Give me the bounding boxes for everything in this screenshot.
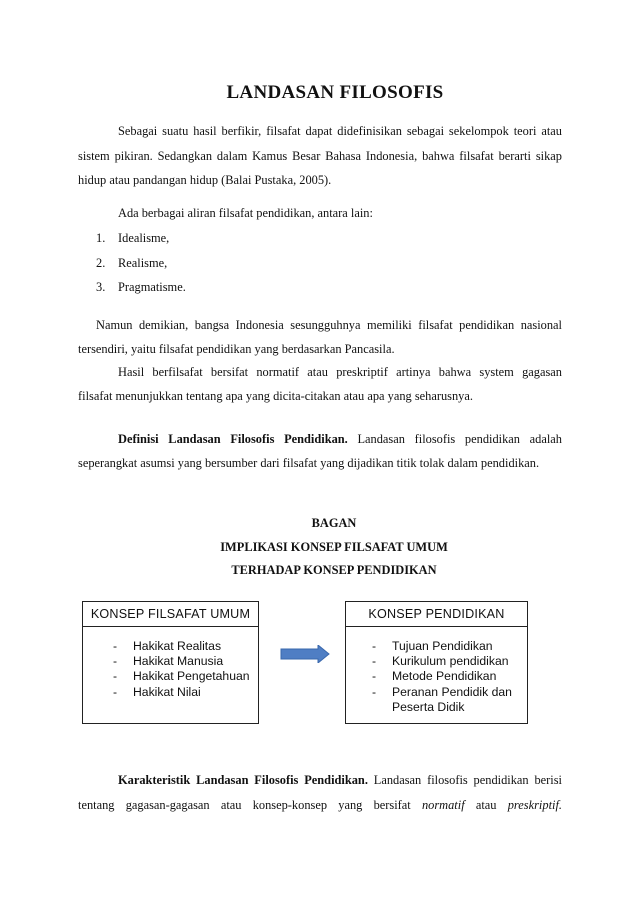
paragraph-definition [78, 119, 562, 168]
list-item: - Tujuan Pendidikan [372, 639, 493, 653]
list-item: - Peranan Pendidik dan [372, 684, 512, 699]
page-title: LANDASAN FILOSOFIS [226, 82, 444, 103]
paragraph-namun-end [78, 337, 562, 362]
paragraph-line: tersendiri, yaitu filsafat pendidikan yang berdasarkan Pancasila. [78, 342, 395, 356]
aliran-list [96, 226, 186, 300]
list-item: - Hakikat Manusia [113, 654, 224, 669]
definisi-heading: Definisi Landasan Filosofis Pendidikan. [118, 432, 348, 446]
paragraph-karakteristik: Karakteristik Landasan Filosofis Pendidikan. Landasan filosofis pendidikan berisi [118, 773, 562, 787]
bagan-title-line1: IMPLIKASI KONSEP FILSAFAT UMUM [220, 540, 448, 554]
paragraph-definisi-landasan-end [78, 451, 562, 476]
list-item: - Metode Pendidikan [372, 669, 497, 684]
paragraph-line: Hasil berfilsafat bersifat normatif atau preskriptif artinya bahwa system gagasan [118, 365, 562, 379]
paragraph-namun [78, 313, 562, 338]
box-list [346, 627, 527, 715]
paragraph-line: Ada berbagai aliran filsafat pendidikan, antara lain: [118, 206, 373, 220]
list-item: 2. Realisme, [96, 255, 168, 270]
paragraph-line: filsafat menunjukkan tentang apa yang dicita-citakan atau apa yang seharusnya. [78, 389, 473, 403]
box-list [83, 627, 258, 700]
list-item: 1. Idealisme, [96, 231, 170, 245]
paragraph-hasil [78, 360, 562, 385]
normatif-term: normatif [421, 798, 465, 812]
paragraph-line: sistem pikiran. Sedangkan dalam Kamus Besar Bahasa Indonesia, bahwa filsafat berarti sikap [78, 148, 562, 163]
konsep-filsafat-umum-box [82, 601, 259, 724]
preskriptif-term: preskriptif. [507, 798, 562, 812]
list-item: - Hakikat Nilai [113, 684, 201, 699]
paragraph-hasil-end [78, 384, 562, 409]
box-heading: KONSEP FILSAFAT UMUM [83, 602, 258, 627]
list-item: - Kurikulum pendidikan [372, 654, 509, 669]
paragraph-line: hidup atau pandangan hidup (Balai Pustaka, 2005). [78, 173, 332, 187]
list-item: Peserta Didik [392, 699, 465, 714]
paragraph-definition-end [78, 168, 562, 193]
paragraph-karakteristik-line2: tentang gagasan-gagasan atau konsep-konsep yang bersifat normatif atau preskriptif. [78, 798, 562, 812]
paragraph-line: seperangkat asumsi yang bersumber dari filsafat yang dijadikan titik tolak dalam pendidikan. [78, 456, 540, 470]
paragraph-aliran-intro [78, 201, 562, 226]
box-heading: KONSEP PENDIDIKAN [346, 602, 527, 627]
arrow-right-icon [280, 645, 330, 663]
paragraph-definisi-landasan: Definisi Landasan Filosofis Pendidikan. Landasan filosofis pendidikan adalah [118, 432, 562, 446]
list-item: - Hakikat Pengetahuan [113, 669, 250, 684]
bagan-title-line2: TERHADAP KONSEP PENDIDIKAN [231, 563, 437, 577]
list-item: - Hakikat Realitas [113, 639, 222, 653]
list-item: 3. Pragmatisme. [96, 280, 186, 294]
bagan-label: BAGAN [311, 516, 357, 530]
konsep-pendidikan-box [345, 601, 528, 724]
karakteristik-heading: Karakteristik Landasan Filosofis Pendidikan. [118, 773, 368, 787]
paragraph-line: Namun demikian, bangsa Indonesia sesungguhnya memiliki filsafat pendidikan nasional [96, 318, 562, 332]
paragraph-line: Sebagai suatu hasil berfikir, filsafat dapat didefinisikan sebagai sekelompok teori atau [118, 124, 562, 138]
